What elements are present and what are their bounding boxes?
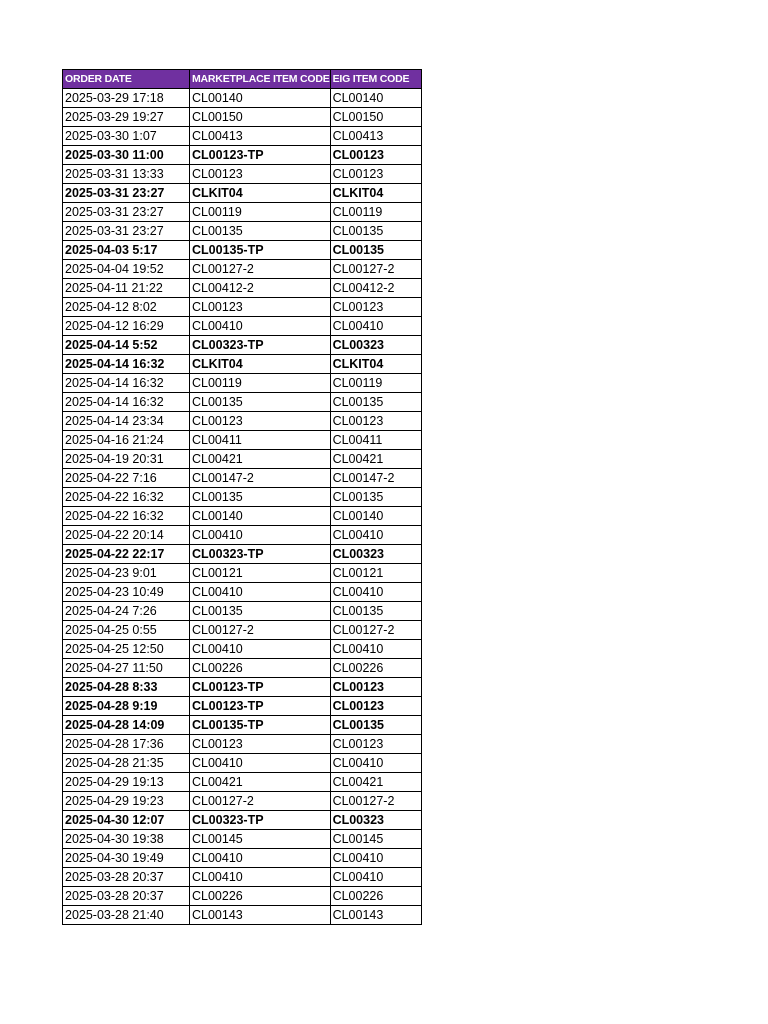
- table-row: [63, 184, 422, 203]
- table-body: [63, 89, 422, 925]
- cell-order-date: 2025-04-28 21:35: [63, 754, 190, 773]
- cell-order-date: 2025-04-27 11:50: [63, 659, 190, 678]
- cell-order-date: 2025-03-30 1:07: [63, 127, 190, 146]
- cell-order-date: 2025-04-23 9:01: [63, 564, 190, 583]
- column-header-order-date: ORDER DATE: [63, 70, 190, 89]
- cell-marketplace-item-code: CL00123: [190, 735, 331, 754]
- table-row: [63, 203, 422, 222]
- table-row: [63, 127, 422, 146]
- table-row: [63, 754, 422, 773]
- cell-order-date: 2025-03-31 23:27: [63, 203, 190, 222]
- cell-eig-item-code: CLKIT04: [330, 184, 421, 203]
- cell-order-date: 2025-03-29 17:18: [63, 89, 190, 108]
- cell-eig-item-code: CL00123: [330, 735, 421, 754]
- cell-eig-item-code: CLKIT04: [330, 355, 421, 374]
- cell-eig-item-code: CL00412-2: [330, 279, 421, 298]
- cell-eig-item-code: CL00127-2: [330, 792, 421, 811]
- cell-order-date: 2025-04-12 16:29: [63, 317, 190, 336]
- cell-marketplace-item-code: CL00123-TP: [190, 697, 331, 716]
- cell-eig-item-code: CL00226: [330, 887, 421, 906]
- cell-order-date: 2025-04-30 19:38: [63, 830, 190, 849]
- table-row: [63, 431, 422, 450]
- cell-marketplace-item-code: CL00410: [190, 583, 331, 602]
- cell-order-date: 2025-04-24 7:26: [63, 602, 190, 621]
- cell-eig-item-code: CL00323: [330, 545, 421, 564]
- cell-order-date: 2025-04-12 8:02: [63, 298, 190, 317]
- cell-eig-item-code: CL00119: [330, 374, 421, 393]
- cell-order-date: 2025-03-29 19:27: [63, 108, 190, 127]
- cell-marketplace-item-code: CL00135: [190, 488, 331, 507]
- cell-eig-item-code: CL00135: [330, 602, 421, 621]
- cell-marketplace-item-code: CLKIT04: [190, 184, 331, 203]
- cell-marketplace-item-code: CL00143: [190, 906, 331, 925]
- cell-order-date: 2025-04-22 20:14: [63, 526, 190, 545]
- cell-order-date: 2025-04-16 21:24: [63, 431, 190, 450]
- cell-order-date: 2025-04-22 22:17: [63, 545, 190, 564]
- cell-order-date: 2025-04-03 5:17: [63, 241, 190, 260]
- table-row: [63, 678, 422, 697]
- cell-order-date: 2025-03-31 23:27: [63, 184, 190, 203]
- cell-eig-item-code: CL00135: [330, 488, 421, 507]
- table-row: [63, 507, 422, 526]
- cell-eig-item-code: CL00123: [330, 412, 421, 431]
- cell-marketplace-item-code: CL00410: [190, 868, 331, 887]
- table-row: [63, 697, 422, 716]
- cell-marketplace-item-code: CL00135: [190, 602, 331, 621]
- table-row: [63, 279, 422, 298]
- table-row: [63, 621, 422, 640]
- column-header-eig-item-code: EIG ITEM CODE: [330, 70, 421, 89]
- cell-marketplace-item-code: CL00140: [190, 507, 331, 526]
- cell-order-date: 2025-04-28 17:36: [63, 735, 190, 754]
- cell-eig-item-code: CL00135: [330, 241, 421, 260]
- cell-marketplace-item-code: CL00150: [190, 108, 331, 127]
- cell-marketplace-item-code: CL00410: [190, 754, 331, 773]
- cell-eig-item-code: CL00127-2: [330, 260, 421, 279]
- cell-marketplace-item-code: CL00226: [190, 659, 331, 678]
- cell-marketplace-item-code: CL00421: [190, 773, 331, 792]
- table-row: [63, 336, 422, 355]
- cell-marketplace-item-code: CL00123: [190, 165, 331, 184]
- table-row: [63, 830, 422, 849]
- cell-eig-item-code: CL00123: [330, 298, 421, 317]
- cell-eig-item-code: CL00135: [330, 393, 421, 412]
- cell-order-date: 2025-04-28 9:19: [63, 697, 190, 716]
- cell-eig-item-code: CL00145: [330, 830, 421, 849]
- cell-marketplace-item-code: CL00135-TP: [190, 716, 331, 735]
- table-row: [63, 469, 422, 488]
- cell-eig-item-code: CL00123: [330, 697, 421, 716]
- cell-eig-item-code: CL00123: [330, 678, 421, 697]
- cell-marketplace-item-code: CL00147-2: [190, 469, 331, 488]
- cell-eig-item-code: CL00140: [330, 507, 421, 526]
- cell-eig-item-code: CL00411: [330, 431, 421, 450]
- cell-order-date: 2025-03-30 11:00: [63, 146, 190, 165]
- cell-marketplace-item-code: CL00226: [190, 887, 331, 906]
- cell-order-date: 2025-04-25 12:50: [63, 640, 190, 659]
- cell-order-date: 2025-03-31 13:33: [63, 165, 190, 184]
- table-row: [63, 640, 422, 659]
- table-row: [63, 659, 422, 678]
- cell-order-date: 2025-04-14 16:32: [63, 393, 190, 412]
- cell-marketplace-item-code: CL00410: [190, 317, 331, 336]
- cell-marketplace-item-code: CL00140: [190, 89, 331, 108]
- table-row: [63, 906, 422, 925]
- cell-order-date: 2025-03-28 20:37: [63, 868, 190, 887]
- table-row: [63, 868, 422, 887]
- table-row: [63, 583, 422, 602]
- cell-marketplace-item-code: CL00135: [190, 393, 331, 412]
- cell-marketplace-item-code: CL00413: [190, 127, 331, 146]
- cell-eig-item-code: CL00150: [330, 108, 421, 127]
- cell-order-date: 2025-04-22 7:16: [63, 469, 190, 488]
- cell-order-date: 2025-04-23 10:49: [63, 583, 190, 602]
- cell-order-date: 2025-04-28 8:33: [63, 678, 190, 697]
- cell-order-date: 2025-04-28 14:09: [63, 716, 190, 735]
- cell-order-date: 2025-04-22 16:32: [63, 488, 190, 507]
- cell-eig-item-code: CL00410: [330, 868, 421, 887]
- table-row: [63, 146, 422, 165]
- cell-marketplace-item-code: CL00123-TP: [190, 678, 331, 697]
- table-row: [63, 488, 422, 507]
- cell-order-date: 2025-04-22 16:32: [63, 507, 190, 526]
- cell-marketplace-item-code: CL00421: [190, 450, 331, 469]
- table-row: [63, 887, 422, 906]
- cell-marketplace-item-code: CL00323-TP: [190, 811, 331, 830]
- cell-eig-item-code: CL00135: [330, 222, 421, 241]
- cell-marketplace-item-code: CL00135-TP: [190, 241, 331, 260]
- cell-marketplace-item-code: CL00412-2: [190, 279, 331, 298]
- cell-eig-item-code: CL00410: [330, 640, 421, 659]
- cell-order-date: 2025-03-28 21:40: [63, 906, 190, 925]
- cell-marketplace-item-code: CL00127-2: [190, 621, 331, 640]
- cell-marketplace-item-code: CL00410: [190, 640, 331, 659]
- cell-eig-item-code: CL00410: [330, 754, 421, 773]
- cell-order-date: 2025-04-14 16:32: [63, 374, 190, 393]
- cell-eig-item-code: CL00323: [330, 811, 421, 830]
- cell-eig-item-code: CL00135: [330, 716, 421, 735]
- cell-order-date: 2025-04-14 23:34: [63, 412, 190, 431]
- table-row: [63, 222, 422, 241]
- table-header: [63, 70, 422, 89]
- table-row: [63, 792, 422, 811]
- table-row: [63, 811, 422, 830]
- cell-order-date: 2025-03-28 20:37: [63, 887, 190, 906]
- cell-eig-item-code: CL00410: [330, 317, 421, 336]
- cell-eig-item-code: CL00323: [330, 336, 421, 355]
- cell-eig-item-code: CL00421: [330, 773, 421, 792]
- cell-marketplace-item-code: CL00127-2: [190, 792, 331, 811]
- table-row: [63, 735, 422, 754]
- cell-marketplace-item-code: CL00323-TP: [190, 545, 331, 564]
- cell-marketplace-item-code: CL00121: [190, 564, 331, 583]
- cell-eig-item-code: CL00140: [330, 89, 421, 108]
- cell-order-date: 2025-04-19 20:31: [63, 450, 190, 469]
- cell-marketplace-item-code: CLKIT04: [190, 355, 331, 374]
- cell-marketplace-item-code: CL00145: [190, 830, 331, 849]
- cell-marketplace-item-code: CL00135: [190, 222, 331, 241]
- cell-marketplace-item-code: CL00127-2: [190, 260, 331, 279]
- cell-eig-item-code: CL00127-2: [330, 621, 421, 640]
- orders-table: [62, 69, 422, 925]
- table-row: [63, 374, 422, 393]
- cell-eig-item-code: CL00413: [330, 127, 421, 146]
- table-row: [63, 317, 422, 336]
- cell-order-date: 2025-04-30 12:07: [63, 811, 190, 830]
- cell-eig-item-code: CL00147-2: [330, 469, 421, 488]
- table-row: [63, 165, 422, 184]
- cell-eig-item-code: CL00410: [330, 849, 421, 868]
- cell-order-date: 2025-04-04 19:52: [63, 260, 190, 279]
- cell-eig-item-code: CL00121: [330, 564, 421, 583]
- table-row: [63, 89, 422, 108]
- table-row: [63, 393, 422, 412]
- table-row: [63, 564, 422, 583]
- cell-marketplace-item-code: CL00123: [190, 298, 331, 317]
- column-header-marketplace-item-code: MARKETPLACE ITEM CODE: [190, 70, 331, 89]
- table-row: [63, 108, 422, 127]
- cell-eig-item-code: CL00143: [330, 906, 421, 925]
- cell-order-date: 2025-04-14 16:32: [63, 355, 190, 374]
- cell-order-date: 2025-04-14 5:52: [63, 336, 190, 355]
- cell-eig-item-code: CL00410: [330, 583, 421, 602]
- cell-marketplace-item-code: CL00123: [190, 412, 331, 431]
- cell-order-date: 2025-04-11 21:22: [63, 279, 190, 298]
- cell-eig-item-code: CL00123: [330, 146, 421, 165]
- cell-eig-item-code: CL00119: [330, 203, 421, 222]
- cell-eig-item-code: CL00410: [330, 526, 421, 545]
- table-row: [63, 773, 422, 792]
- table-row: [63, 355, 422, 374]
- cell-marketplace-item-code: CL00410: [190, 526, 331, 545]
- cell-marketplace-item-code: CL00410: [190, 849, 331, 868]
- table-row: [63, 450, 422, 469]
- cell-order-date: 2025-04-29 19:13: [63, 773, 190, 792]
- table-row: [63, 412, 422, 431]
- table-row: [63, 716, 422, 735]
- cell-eig-item-code: CL00421: [330, 450, 421, 469]
- cell-marketplace-item-code: CL00119: [190, 203, 331, 222]
- cell-marketplace-item-code: CL00123-TP: [190, 146, 331, 165]
- cell-order-date: 2025-04-25 0:55: [63, 621, 190, 640]
- table-row: [63, 241, 422, 260]
- table-row: [63, 602, 422, 621]
- table-row: [63, 298, 422, 317]
- cell-eig-item-code: CL00123: [330, 165, 421, 184]
- cell-eig-item-code: CL00226: [330, 659, 421, 678]
- cell-marketplace-item-code: CL00119: [190, 374, 331, 393]
- cell-marketplace-item-code: CL00323-TP: [190, 336, 331, 355]
- table-row: [63, 545, 422, 564]
- cell-order-date: 2025-03-31 23:27: [63, 222, 190, 241]
- table-row: [63, 849, 422, 868]
- cell-order-date: 2025-04-29 19:23: [63, 792, 190, 811]
- header-row: [63, 70, 422, 89]
- cell-marketplace-item-code: CL00411: [190, 431, 331, 450]
- table-row: [63, 526, 422, 545]
- cell-order-date: 2025-04-30 19:49: [63, 849, 190, 868]
- table-row: [63, 260, 422, 279]
